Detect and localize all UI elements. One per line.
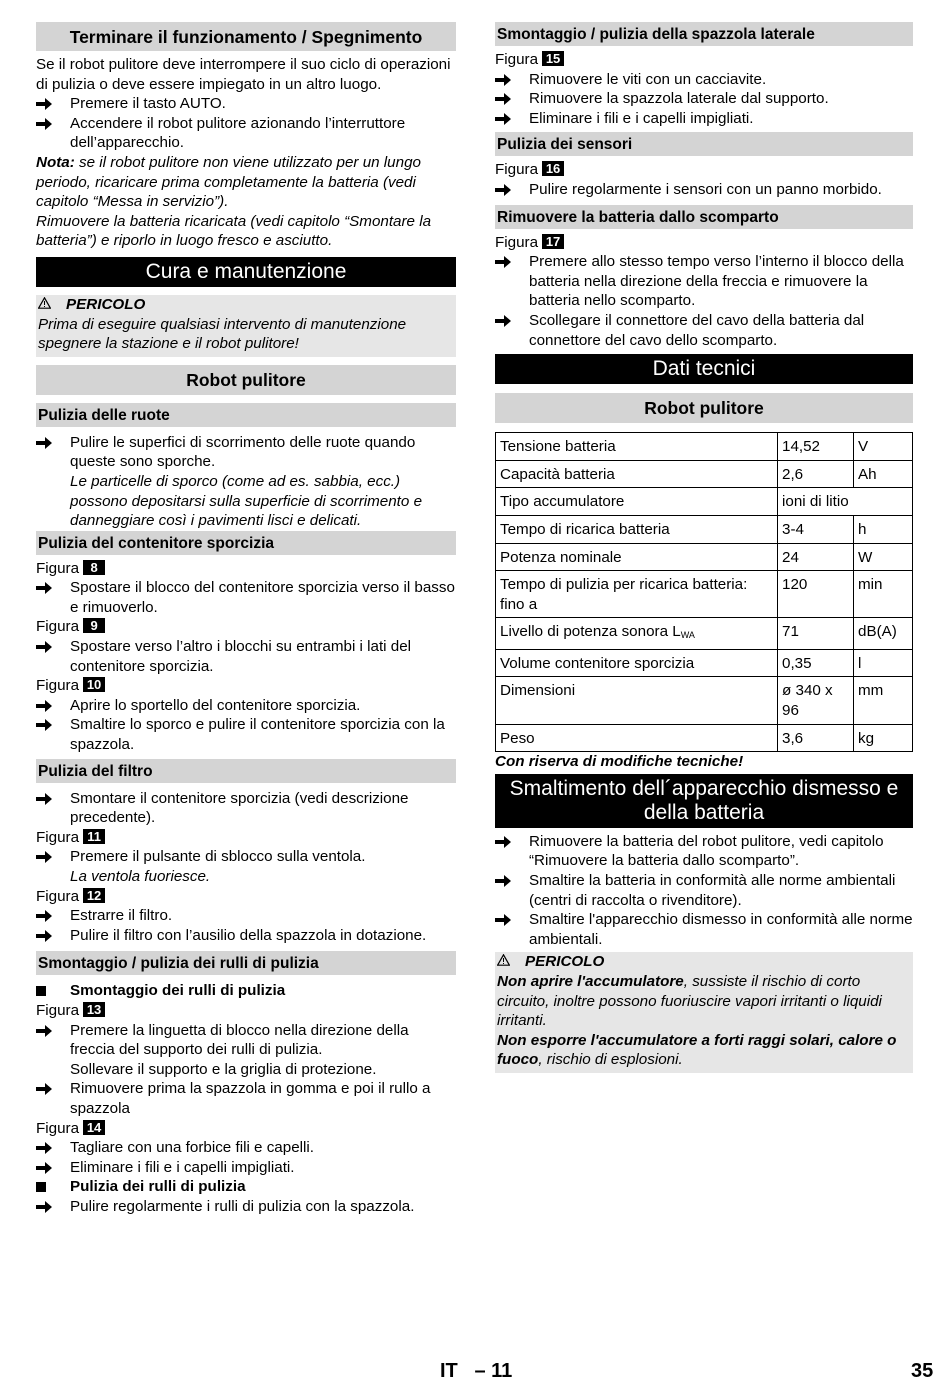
figure-number: 9 (83, 618, 105, 633)
subsection-title-rulli: Smontaggio / pulizia dei rulli di pulizia (36, 951, 456, 975)
list-item: Rimuovere prima la spazzola in gomma e poi il rullo a spazzola (36, 1079, 456, 1118)
figure-number: 16 (542, 161, 564, 176)
arrow-icon (495, 871, 515, 888)
warning-box (495, 952, 913, 1073)
table-row (496, 460, 913, 488)
language-code: IT (440, 1360, 458, 1382)
arrow-icon (36, 906, 56, 923)
list-item: Smaltire la batteria in conformità alle norme ambientali (centri di raccolta o rivenditore). (495, 871, 913, 910)
disclaimer: Con riserva di modifiche tecniche! (495, 753, 744, 771)
list-item: Scollegare il connettore del cavo della batteria dal connettore del cavo dello scomparto. (495, 311, 913, 350)
arrow-icon (36, 1138, 56, 1155)
paragraph: Sollevare il supporto e la griglia di protezione. (70, 1060, 377, 1078)
figure-ref: Figura 16 (495, 160, 913, 180)
list-item: Eliminare i fili e i capelli impigliati. (36, 1158, 456, 1178)
table-row (496, 488, 913, 516)
list-item: Spostare il blocco del contenitore sporcizia verso il basso e rimuoverlo. (36, 578, 456, 617)
square-list-item: Pulizia dei rulli di pulizia (36, 1177, 456, 1197)
arrow-icon (36, 433, 56, 450)
figure-number: 17 (542, 234, 564, 249)
subsection-title-sensori: Pulizia dei sensori (495, 132, 913, 156)
table-cell-unit: dB(A) (854, 618, 913, 650)
table-cell-unit: mm (854, 677, 913, 724)
note-paragraph: Nota: se il robot pulitore non viene utilizzato per un lungo periodo, ricaricare prima completamente la batteria (vedi capitolo “Messa in servizio”). (36, 153, 421, 211)
table-cell-label: Peso (496, 724, 778, 752)
arrow-icon (36, 1021, 56, 1038)
list-item: Pulire le superfici di scorrimento delle ruote quando queste sono sporche. (36, 433, 456, 472)
list-item: Rimuovere le viti con un cacciavite. (495, 70, 913, 90)
warning-text: Prima di eseguire qualsiasi intervento di manutenzione spegnere la stazione e il robot pulitore! (38, 315, 407, 353)
table-cell-unit: W (854, 543, 913, 571)
chapter-title-dati: Dati tecnici (495, 354, 913, 384)
list-item: Tagliare con una forbice fili e capelli. (36, 1138, 456, 1158)
table-cell-unit: kg (854, 724, 913, 752)
subsection-title-spazzola: Smontaggio / pulizia della spazzola laterale (495, 22, 913, 46)
figure-ref: Figura 15 (495, 50, 913, 70)
note-paragraph: Rimuovere la batteria ricaricata (vedi capitolo “Smontare la batteria”) e riporlo in luogo fresco e asciutto. (36, 212, 432, 250)
section-title-robot-dati: Robot pulitore (495, 393, 913, 423)
figure-ref: Figura 14 (36, 1119, 456, 1139)
chapter-title-smaltimento: Smaltimento dell´apparecchio dismesso e della batteria (495, 774, 913, 828)
table-cell-unit: h (854, 515, 913, 543)
section-title-spegnimento: Terminare il funzionamento / Spegnimento (36, 22, 456, 51)
tech-data-table (495, 432, 913, 752)
table-row (496, 515, 913, 543)
square-bullet-icon (36, 986, 46, 996)
subsection-title-ruote: Pulizia delle ruote (36, 403, 456, 427)
arrow-icon (36, 696, 56, 713)
table-cell-value: ø 340 x 96 (778, 677, 854, 724)
table-cell-label: Livello di potenza sonora $L_{WA}$ (496, 618, 778, 650)
table-cell-value: 24 (778, 543, 854, 571)
page-footer (440, 1359, 512, 1383)
table-cell-label: Tempo di ricarica batteria (496, 515, 778, 543)
list-item: Premere il tasto AUTO. (36, 94, 456, 114)
arrow-icon (495, 70, 515, 87)
table-cell-unit: Ah (854, 460, 913, 488)
list-item: Pulire regolarmente i sensori con un panno morbido. (495, 180, 913, 200)
figure-ref: Figura 12 (36, 887, 456, 907)
chapter-title-cura: Cura e manutenzione (36, 257, 456, 287)
list-item: Aprire lo sportello del contenitore sporcizia. (36, 696, 456, 716)
warning-text: Non aprire l'accumulatore, sussiste il rischio di corto circuito, inoltre possono fuoriuscire vapori irritanti o liquidi irritanti. (497, 973, 882, 1030)
table-cell-unit: min (854, 571, 913, 618)
arrow-icon (495, 109, 515, 126)
arrow-icon (36, 578, 56, 595)
warning-title: PERICOLO (66, 295, 146, 313)
list-item: Smaltire l'apparecchio dismesso in conformità alle norme ambientali. (495, 910, 913, 949)
arrow-icon (495, 311, 515, 328)
list-item: Smontare il contenitore sporcizia (vedi descrizione precedente). (36, 789, 456, 828)
list-item: Premere allo stesso tempo verso l’interno il blocco della batteria nella direzione della freccia e rimuovere la batteria nello scomparto. (495, 252, 913, 311)
figure-number: 11 (83, 829, 105, 844)
arrow-icon (495, 832, 515, 849)
table-cell-value: 14,52 (778, 433, 854, 461)
subsection-title-contenitore: Pulizia del contenitore sporcizia (36, 531, 456, 555)
table-cell-value: 3,6 (778, 724, 854, 752)
table-cell-unit: l (854, 649, 913, 677)
table-cell-label: Potenza nominale (496, 543, 778, 571)
arrow-icon (36, 637, 56, 654)
arrow-icon (495, 252, 515, 269)
table-cell-value: 0,35 (778, 649, 854, 677)
table-cell-unit: V (854, 433, 913, 461)
figure-ref: Figura 10 (36, 676, 456, 696)
list-item: Pulire il filtro con l’ausilio della spazzola in dotazione. (36, 926, 456, 946)
arrow-icon (36, 1158, 56, 1175)
italic-note: Le particelle di sporco (come ad es. sabbia, ecc.) possono depositarsi sulla superficie di scorrimento e danneggiare così i pavimenti lisci e delicati. (70, 472, 423, 530)
figure-number: 12 (83, 888, 105, 903)
table-cell-label: Volume contenitore sporcizia (496, 649, 778, 677)
table-row (496, 543, 913, 571)
section-title-robot: Robot pulitore (36, 365, 456, 395)
list-item: Pulire regolarmente i rulli di pulizia con la spazzola. (36, 1197, 456, 1217)
right-column (495, 22, 913, 1073)
table-row (496, 677, 913, 724)
list-item: Eliminare i fili e i capelli impigliati. (495, 109, 913, 129)
table-cell-label: Tensione batteria (496, 433, 778, 461)
figure-ref: Figura 17 (495, 233, 913, 253)
table-cell-label: Dimensioni (496, 677, 778, 724)
list-item: Rimuovere la spazzola laterale dal supporto. (495, 89, 913, 109)
square-bullet-icon (36, 1182, 46, 1192)
italic-note: La ventola fuoriesce. (70, 868, 211, 885)
table-cell-label: Tempo di pulizia per ricarica batteria: fino a (496, 571, 778, 618)
list-item: Premere la linguetta di blocco nella direzione della freccia del supporto dei rulli di pulizia. (36, 1021, 456, 1060)
table-cell-value: 2,6 (778, 460, 854, 488)
table-row (496, 571, 913, 618)
table-row (496, 618, 913, 650)
list-item: Premere il pulsante di sblocco sulla ventola. (36, 847, 456, 867)
figure-number: 8 (83, 560, 105, 575)
arrow-icon (36, 847, 56, 864)
arrow-icon (36, 1079, 56, 1096)
figure-number: 10 (83, 677, 105, 692)
warning-triangle-icon (497, 952, 525, 972)
arrow-icon (36, 94, 56, 111)
table-cell-value: 3-4 (778, 515, 854, 543)
local-page-number: – 11 (474, 1360, 513, 1382)
warning-triangle-icon (38, 295, 66, 315)
figure-number: 15 (542, 51, 564, 66)
warning-box (36, 295, 456, 357)
list-item: Estrarre il filtro. (36, 906, 456, 926)
table-cell-label: Tipo accumulatore (496, 488, 778, 516)
paragraph: Se il robot pulitore deve interrompere il suo ciclo di operazioni di pulizia o deve essere impiegato in un altro luogo. (36, 56, 451, 93)
table-cell-value: 120 (778, 571, 854, 618)
arrow-icon (36, 114, 56, 131)
arrow-icon (36, 1197, 56, 1214)
figure-ref: Figura 9 (36, 617, 456, 637)
warning-title: PERICOLO (525, 953, 605, 971)
table-row (496, 649, 913, 677)
table-row (496, 724, 913, 752)
subsection-title-batteria: Rimuovere la batteria dallo scomparto (495, 205, 913, 229)
arrow-icon (36, 926, 56, 943)
figure-number: 13 (83, 1002, 105, 1017)
arrow-icon (495, 89, 515, 106)
warning-text: Non esporre l'accumulatore a forti raggi solari, calore o fuoco, rischio di esplosioni. (497, 1031, 897, 1069)
list-item: Spostare verso l’altro i blocchi su entrambi i lati del contenitore sporcizia. (36, 637, 456, 676)
list-item: Smaltire lo sporco e pulire il contenitore sporcizia con la spazzola. (36, 715, 456, 754)
list-item: Accendere il robot pulitore azionando l’interruttore dell’apparecchio. (36, 114, 456, 153)
figure-ref: Figura 11 (36, 828, 456, 848)
left-column (36, 22, 456, 1217)
arrow-icon (36, 715, 56, 732)
arrow-icon (495, 910, 515, 927)
arrow-icon (36, 789, 56, 806)
figure-ref: Figura 8 (36, 559, 456, 579)
page-number: 35 (911, 1360, 934, 1382)
square-list-item: Smontaggio dei rulli di pulizia (36, 981, 456, 1001)
subsection-title-filtro: Pulizia del filtro (36, 759, 456, 783)
table-cell-value: 71 (778, 618, 854, 650)
figure-number: 14 (83, 1120, 105, 1135)
table-cell-value: ioni di litio (778, 488, 913, 516)
table-cell-label: Capacità batteria (496, 460, 778, 488)
figure-ref: Figura 13 (36, 1001, 456, 1021)
list-item: Rimuovere la batteria del robot pulitore, vedi capitolo “Rimuovere la batteria dallo scomparto”. (495, 832, 913, 871)
arrow-icon (495, 180, 515, 197)
table-row (496, 433, 913, 461)
